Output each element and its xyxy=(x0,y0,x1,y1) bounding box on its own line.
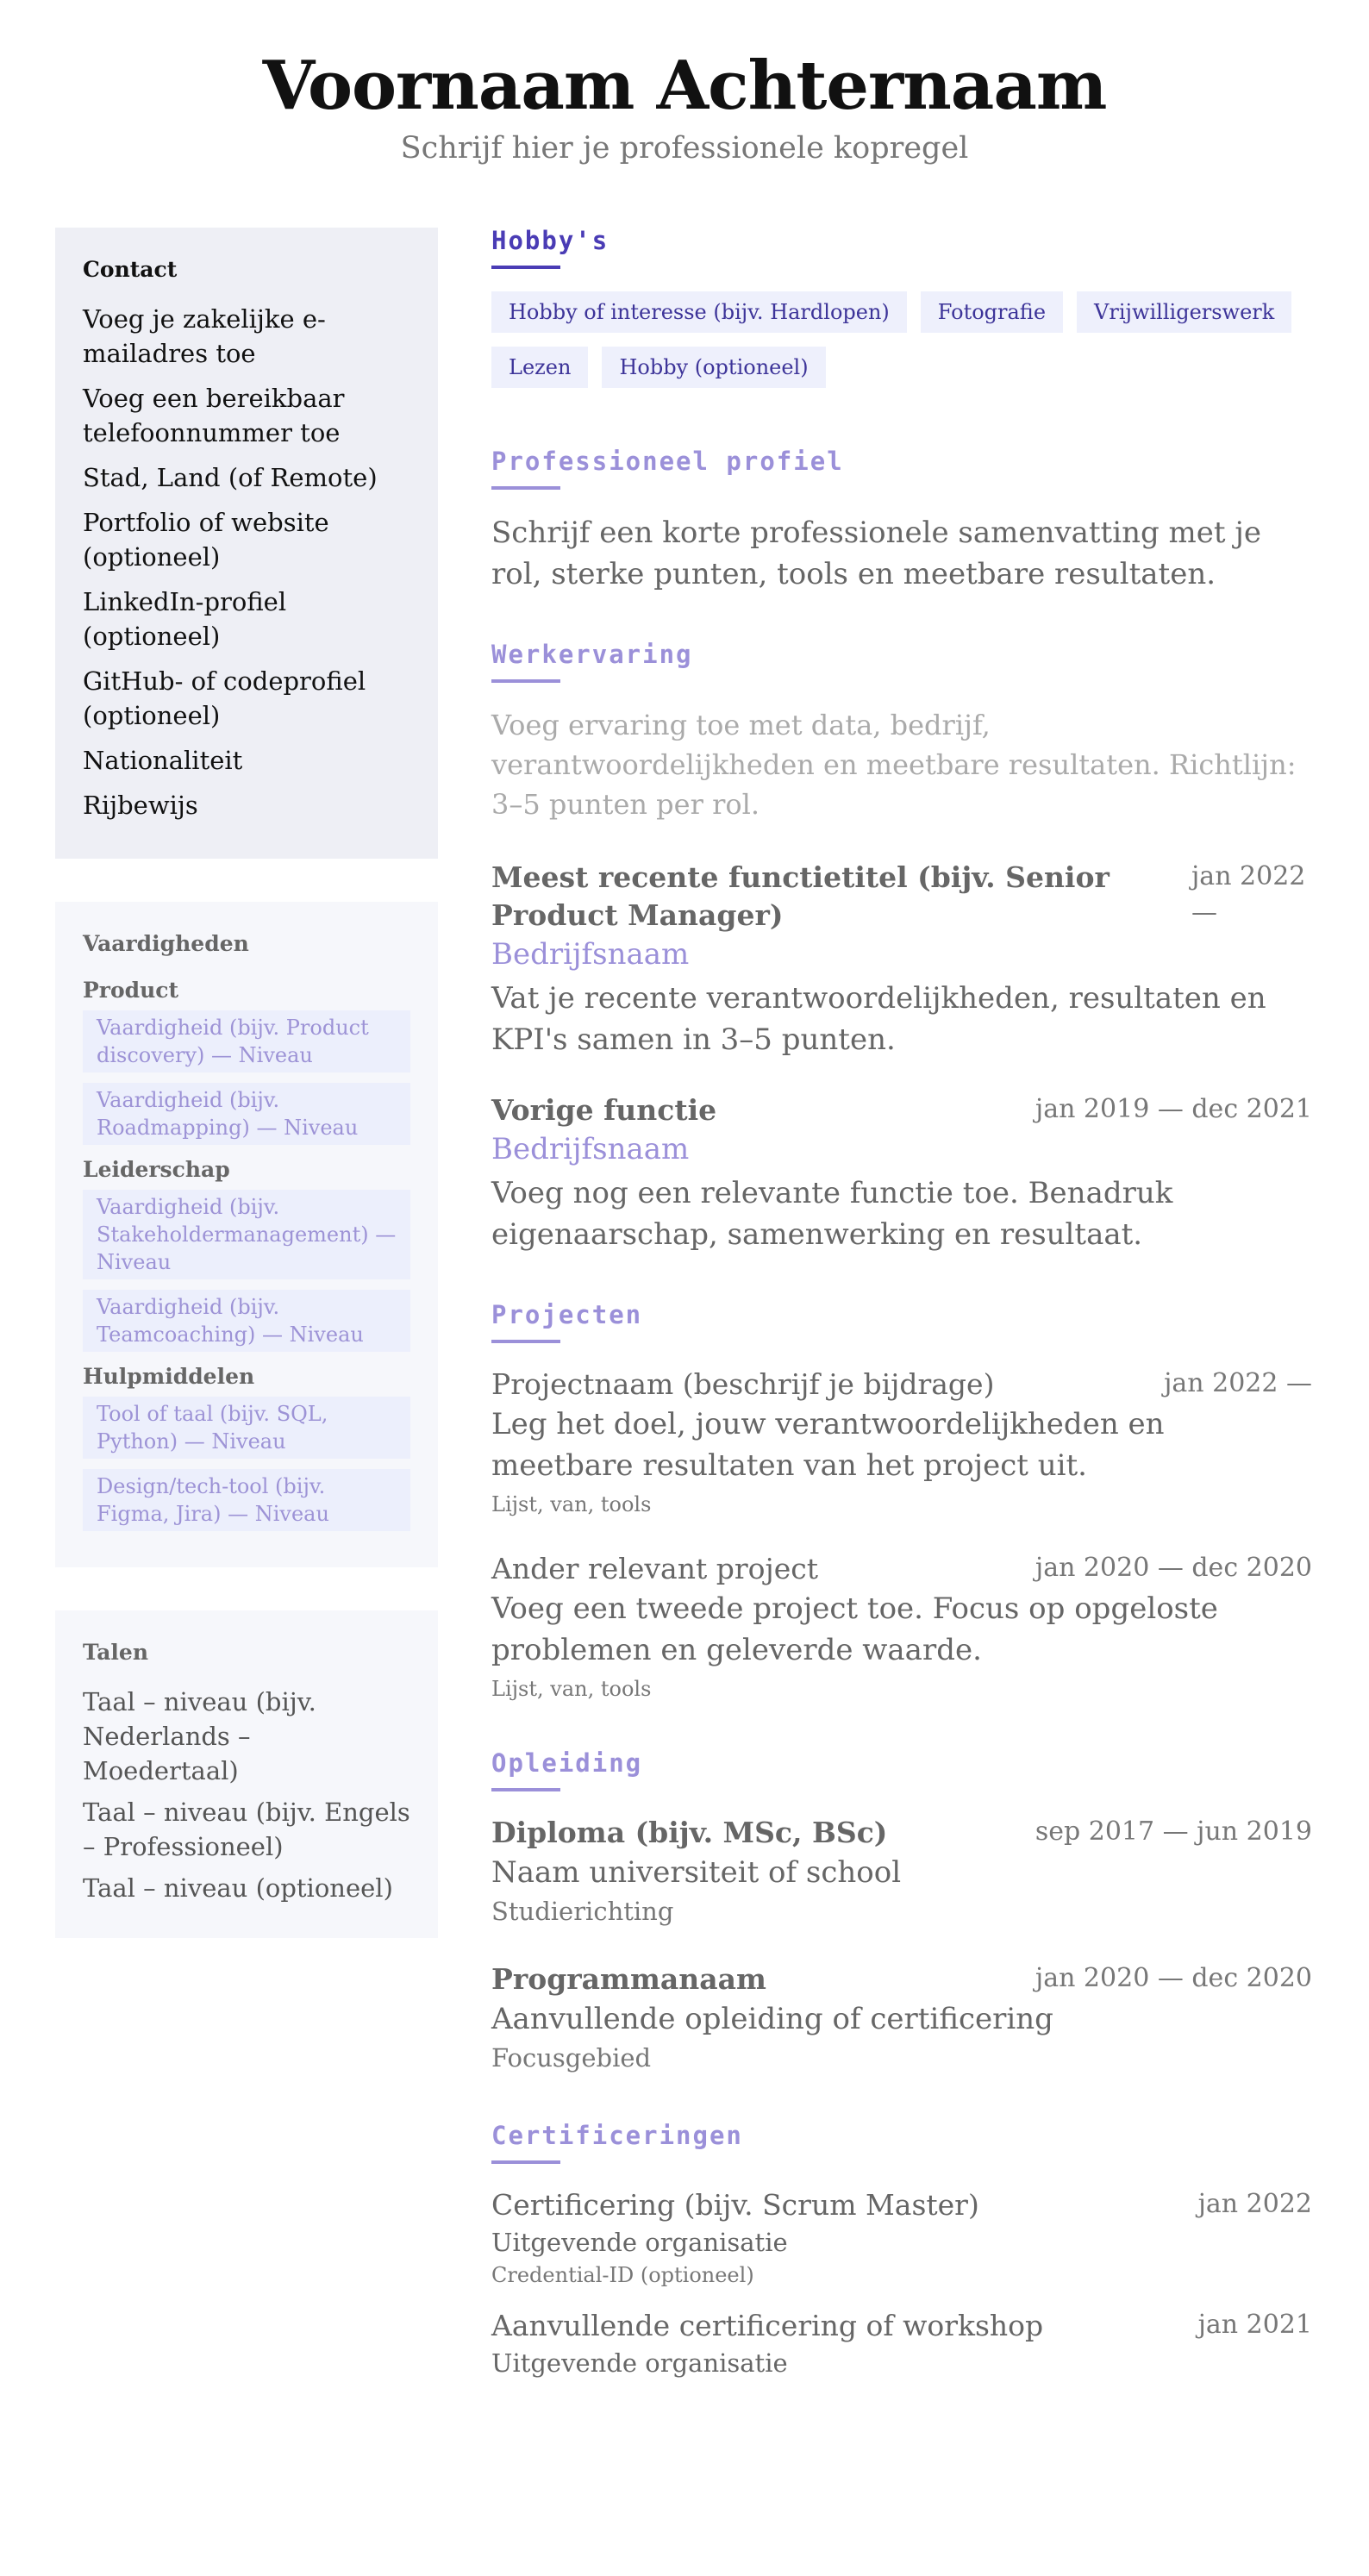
experience-entry xyxy=(491,859,1312,1060)
language-item: Taal – niveau (bijv. Nederlands – Moedertaal) xyxy=(83,1687,316,1785)
company-name: Bedrijfsnaam xyxy=(491,1132,690,1166)
degree-title: Diploma (bijv. MSc, BSc) xyxy=(491,1816,888,1849)
language-item: Taal – niveau (optioneel) xyxy=(83,1873,393,1903)
profile-text: Schrijf een korte professionele samenvatting met je rol, sterke punten, tools en meetbare resultaten. xyxy=(491,516,1262,591)
main-content xyxy=(491,224,1312,2424)
resume-header xyxy=(0,45,1369,167)
section-rule xyxy=(491,1340,560,1343)
hobby-chip: Fotografie xyxy=(921,291,1063,333)
languages-card xyxy=(55,1610,438,1938)
tagline: Schrijf hier je professionele kopregel xyxy=(400,131,969,166)
hobby-chip: Lezen xyxy=(491,347,588,388)
contact-linkedin: LinkedIn-profiel (optioneel) xyxy=(83,587,287,651)
project-title: Projectnaam (beschrijf je bijdrage) xyxy=(491,1367,995,1401)
project-tools: Lijst, van, tools xyxy=(491,1677,652,1701)
experience-entry xyxy=(491,1091,1312,1255)
study-field: Focusgebied xyxy=(491,2043,652,2073)
company-name: Bedrijfsnaam xyxy=(491,937,690,972)
section-title-experience: Werkervaring xyxy=(491,640,693,669)
section-rule xyxy=(491,486,560,490)
project-date: jan 2022 — xyxy=(1164,1368,1312,1398)
certifications-section xyxy=(491,2119,1312,2381)
contact-github: GitHub- of codeprofiel (optioneel) xyxy=(83,666,366,730)
contact-license: Rijbewijs xyxy=(83,791,198,820)
credential-id: Credential-ID (optioneel) xyxy=(491,2263,754,2287)
job-title: Meest recente functietitel (bijv. Senior Product Manager) xyxy=(491,860,1110,932)
project-description: Voeg een tweede project toe. Focus op opgeloste problemen en geleverde waarde. xyxy=(491,1591,1218,1667)
certification-title: Aanvullende certificering of workshop xyxy=(491,2309,1044,2342)
education-date: sep 2017 — jun 2019 xyxy=(1035,1816,1312,1847)
language-item: Taal – niveau (bijv. Engels – Professioneel) xyxy=(83,1798,410,1861)
school-name: Aanvullende opleiding of certificering xyxy=(491,2002,1053,2036)
study-field: Studierichting xyxy=(491,1897,674,1926)
certification-date: jan 2022 xyxy=(1197,2189,1312,2219)
section-rule xyxy=(491,266,560,269)
contact-email: Voeg je zakelijke e-mailadres toe xyxy=(83,304,326,368)
hobby-chip: Hobby (optioneel) xyxy=(602,347,825,388)
skill-group-title: Product xyxy=(83,978,179,1003)
section-rule xyxy=(491,1788,560,1791)
experience-hint: Voeg ervaring toe met data, bedrijf, verantwoordelijkheden en meetbare resultaten. Richtlijn: 3–5 punten per rol. xyxy=(491,709,1297,821)
job-title: Vorige functie xyxy=(491,1093,717,1127)
experience-section xyxy=(491,638,1312,1255)
job-date: jan 2022 — xyxy=(1191,861,1306,928)
hobby-chip: Vrijwilligerswerk xyxy=(1077,291,1291,333)
issuing-organization: Uitgevende organisatie xyxy=(491,2228,788,2257)
contact-title: Contact xyxy=(83,257,178,282)
school-name: Naam universiteit of school xyxy=(491,1855,902,1890)
certification-title: Certificering (bijv. Scrum Master) xyxy=(491,2188,979,2222)
contact-nationality: Nationaliteit xyxy=(83,746,243,775)
profile-section xyxy=(491,445,1312,595)
project-description: Leg het doel, jouw verantwoordelijkheden en meetbare resultaten van het project uit. xyxy=(491,1407,1165,1483)
skill-chip: Vaardigheid (bijv. Teamcoaching) — Niveau xyxy=(83,1290,410,1352)
skill-chip: Design/tech-tool (bijv. Figma, Jira) — Niveau xyxy=(83,1469,410,1531)
languages-title: Talen xyxy=(83,1640,148,1665)
education-section xyxy=(491,1747,1312,2076)
skill-chip: Tool of taal (bijv. SQL, Python) — Niveau xyxy=(83,1397,410,1459)
job-description: Vat je recente verantwoordelijkheden, resultaten en KPI's samen in 3–5 punten. xyxy=(491,981,1266,1057)
issuing-organization: Uitgevende organisatie xyxy=(491,2348,788,2378)
education-entry xyxy=(491,1960,1312,2076)
project-tools: Lijst, van, tools xyxy=(491,1492,652,1516)
education-entry xyxy=(491,1814,1312,1929)
certification-entry xyxy=(491,2186,1312,2290)
hobby-chips xyxy=(491,291,1312,402)
project-entry xyxy=(491,1550,1312,1704)
full-name: Voornaam Achternaam xyxy=(262,47,1107,125)
contact-location: Stad, Land (of Remote) xyxy=(83,463,378,492)
section-title-profile: Professioneel profiel xyxy=(491,447,844,476)
section-title-projects: Projecten xyxy=(491,1300,643,1329)
sidebar xyxy=(55,228,438,1981)
job-description: Voeg nog een relevante functie toe. Benadruk eigenaarschap, samenwerking en resultaat. xyxy=(491,1176,1173,1252)
contact-portfolio: Portfolio of website (optioneel) xyxy=(83,508,329,572)
hobby-chip: Hobby of interesse (bijv. Hardlopen) xyxy=(491,291,907,333)
skill-chip: Vaardigheid (bijv. Stakeholdermanagement) — Niveau xyxy=(83,1190,410,1279)
hobbies-section xyxy=(491,224,1312,402)
certification-entry xyxy=(491,2307,1312,2381)
skill-chip: Vaardigheid (bijv. Roadmapping) — Niveau xyxy=(83,1083,410,1145)
section-rule xyxy=(491,679,560,683)
section-title-education: Opleiding xyxy=(491,1748,643,1778)
skills-title: Vaardigheden xyxy=(83,931,249,956)
skill-chip: Vaardigheid (bijv. Product discovery) — Niveau xyxy=(83,1010,410,1072)
project-date: jan 2020 — dec 2020 xyxy=(1035,1553,1312,1583)
job-date: jan 2019 — dec 2021 xyxy=(1035,1094,1312,1124)
section-title-certifications: Certificeringen xyxy=(491,2121,743,2150)
skills-card xyxy=(55,902,438,1567)
section-rule xyxy=(491,2160,560,2164)
projects-section xyxy=(491,1298,1312,1704)
skill-group-title: Hulpmiddelen xyxy=(83,1364,255,1389)
section-title-hobbies: Hobby's xyxy=(491,226,609,255)
contact-card xyxy=(55,228,438,859)
project-entry xyxy=(491,1366,1312,1519)
skill-group-title: Leiderschap xyxy=(83,1157,230,1182)
contact-phone: Voeg een bereikbaar telefoonnummer toe xyxy=(83,384,345,447)
project-title: Ander relevant project xyxy=(491,1552,818,1585)
education-date: jan 2020 — dec 2020 xyxy=(1035,1963,1312,1993)
certification-date: jan 2021 xyxy=(1197,2310,1312,2340)
degree-title: Programmanaam xyxy=(491,1962,766,1996)
